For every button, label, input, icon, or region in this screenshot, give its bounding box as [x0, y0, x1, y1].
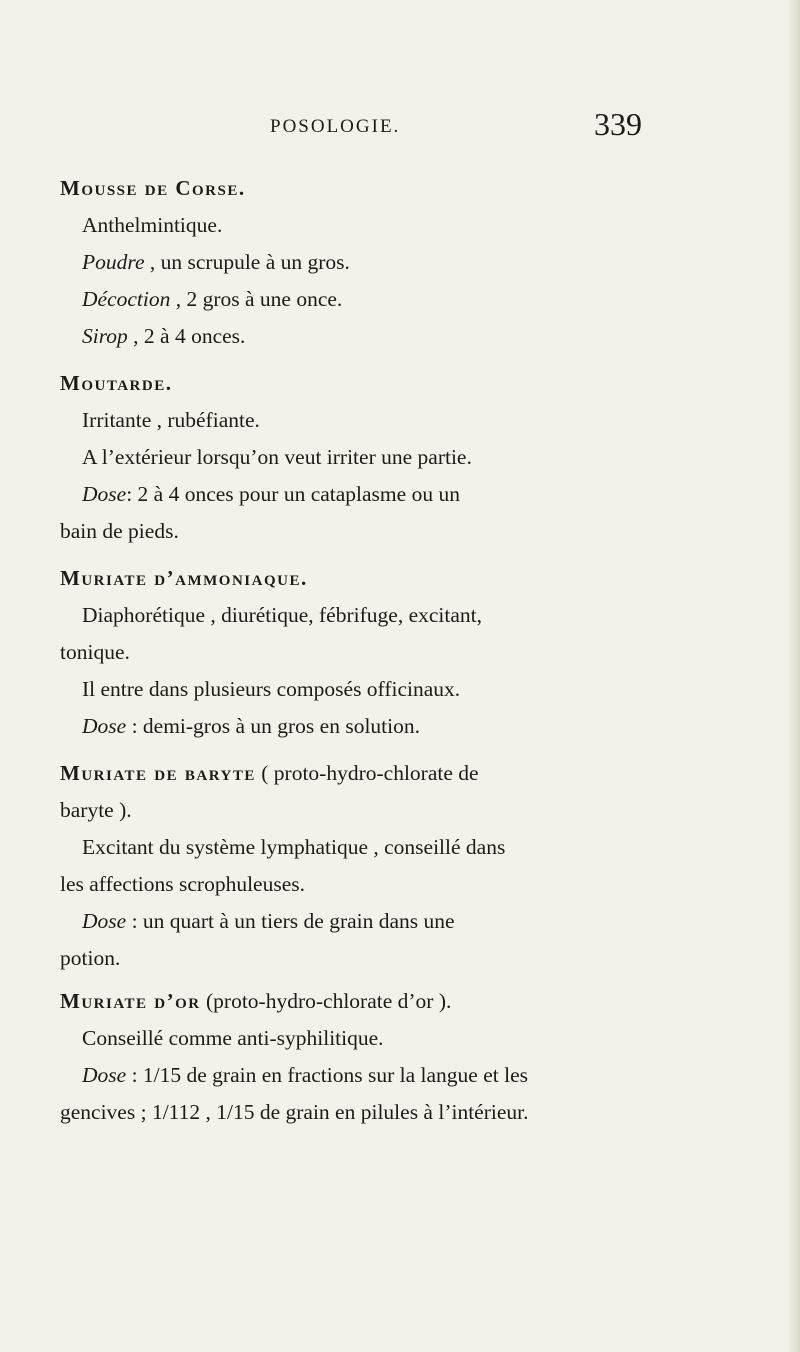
entry-muriate-or [60, 983, 700, 1131]
entry-line: tonique. [60, 640, 130, 664]
entry-line: Conseillé comme anti-syphilitique. [82, 1026, 384, 1050]
entry-line: Dose : 1/15 de grain en fractions sur la langue et les [82, 1063, 528, 1087]
entry-line: Anthelmintique. [82, 213, 223, 237]
dose-label: Dose [82, 909, 127, 933]
running-title: POSOLOGIE. [270, 116, 401, 137]
entry-line: Diaphorétique , diurétique, fébrifuge, excitant, [82, 603, 482, 627]
dose-label: Poudre [82, 250, 145, 274]
entry-title: Muriate d’ammoniaque. [60, 566, 308, 590]
entry-title: Muriate d’or (proto-hydro-chlorate d’or ). [60, 989, 452, 1013]
dose-label: Dose [82, 1063, 127, 1087]
entry-title: Mousse de Corse. [60, 176, 246, 200]
page-number: 339 [594, 106, 642, 142]
dose-label: Dose [82, 714, 127, 738]
page-body [60, 170, 700, 1131]
entry-line: les affections scrophuleuses. [60, 872, 305, 896]
dose-label: Décoction [82, 287, 171, 311]
entry-moutarde [60, 365, 700, 550]
entry-line: Dose : demi-gros à un gros en solution. [82, 714, 420, 738]
entry-mousse-de-corse [60, 170, 700, 355]
entry-line: Poudre , un scrupule à un gros. [82, 250, 350, 274]
entry-title: Moutarde. [60, 371, 173, 395]
entry-line: potion. [60, 946, 121, 970]
entry-line: bain de pieds. [60, 519, 179, 543]
dose-label: Dose [82, 482, 127, 506]
entry-line: Il entre dans plusieurs composés officinaux. [82, 677, 461, 701]
entry-line: Décoction , 2 gros à une once. [82, 287, 343, 311]
page-header [0, 106, 800, 152]
entry-line: Dose: 2 à 4 onces pour un cataplasme ou un [82, 482, 460, 506]
entry-line: A l’extérieur lorsqu’on veut irriter une partie. [82, 445, 472, 469]
dose-label: Sirop [82, 324, 128, 348]
entry-muriate-baryte [60, 755, 700, 977]
entry-line: Excitant du système lymphatique , conseillé dans [82, 835, 506, 859]
entry-line: gencives ; 1/112 , 1/15 de grain en pilules à l’intérieur. [60, 1100, 529, 1124]
entry-line: baryte ). [60, 798, 132, 822]
entry-line: Sirop , 2 à 4 onces. [82, 324, 246, 348]
entry-title: Muriate de baryte ( proto-hydro-chlorate de [60, 761, 479, 785]
entry-muriate-ammoniaque [60, 560, 700, 745]
entry-line: Irritante , rubéfiante. [82, 408, 260, 432]
entry-line: Dose : un quart à un tiers de grain dans une [82, 909, 455, 933]
page-edge [786, 0, 800, 1352]
